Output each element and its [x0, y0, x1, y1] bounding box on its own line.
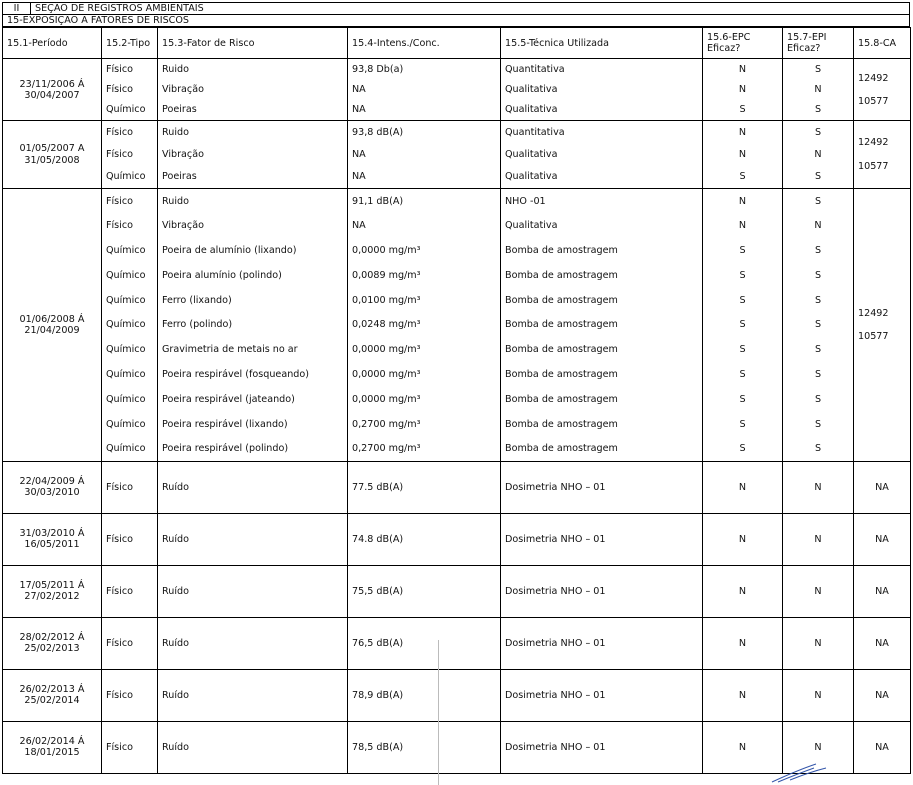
tecnica-cell: Quantitativa: [501, 121, 703, 144]
epi-cell: S: [783, 166, 854, 189]
epc-cell: N: [703, 565, 783, 617]
fator-cell: Poeira respirável (lixando): [158, 412, 348, 437]
tecnica-cell: Qualitativa: [501, 143, 703, 166]
tecnica-cell: Dosimetria NHO – 01: [501, 513, 703, 565]
document: [2, 2, 910, 774]
header-table: [2, 2, 910, 15]
epi-cell: S: [783, 313, 854, 338]
tipo-cell: Físico: [102, 461, 158, 513]
section-roman: II: [3, 3, 31, 15]
intens-cell: 0,0000 mg/m³: [348, 238, 501, 263]
epi-cell: N: [783, 669, 854, 721]
intens-cell: 76,5 dB(A): [348, 617, 501, 669]
table-row: [3, 288, 911, 313]
tipo-cell: Químico: [102, 412, 158, 437]
epi-cell: N: [783, 513, 854, 565]
ca-cell: [854, 565, 911, 617]
ca-value: NA: [875, 481, 889, 493]
tecnica-cell: Quantitativa: [501, 59, 703, 80]
tipo-cell: Físico: [102, 189, 158, 214]
table-row: [3, 565, 911, 617]
fator-cell: Poeira respirável (fosqueando): [158, 362, 348, 387]
tipo-cell: Físico: [102, 143, 158, 166]
subsection-title: 15-EXPOSIÇÃO A FATORES DE RISCOS: [3, 15, 910, 27]
epi-cell: N: [783, 79, 854, 100]
intens-cell: 0,0089 mg/m³: [348, 263, 501, 288]
intens-cell: 78,9 dB(A): [348, 669, 501, 721]
epi-cell: S: [783, 59, 854, 80]
ca-value: 12492: [858, 307, 889, 319]
period-cell: 28/02/2012 Á 25/02/2013: [3, 617, 102, 669]
ca-value: 10577: [858, 95, 889, 107]
epi-cell: N: [783, 143, 854, 166]
table-row: [3, 412, 911, 437]
period-cell: 31/03/2010 Á 16/05/2011: [3, 513, 102, 565]
epi-cell: S: [783, 362, 854, 387]
tecnica-cell: Qualitativa: [501, 213, 703, 238]
epi-cell: S: [783, 100, 854, 121]
intens-cell: 93,8 dB(A): [348, 121, 501, 144]
intens-cell: 0,2700 mg/m³: [348, 412, 501, 437]
intens-cell: 75,5 dB(A): [348, 565, 501, 617]
fator-cell: Ruido: [158, 189, 348, 214]
epc-cell: N: [703, 669, 783, 721]
ca-value: NA: [875, 741, 889, 753]
intens-cell: 0,0100 mg/m³: [348, 288, 501, 313]
table-row: [3, 238, 911, 263]
epi-cell: N: [783, 213, 854, 238]
tipo-cell: Químico: [102, 100, 158, 121]
epc-cell: S: [703, 437, 783, 462]
tecnica-cell: Qualitativa: [501, 79, 703, 100]
ca-cell: [854, 513, 911, 565]
intens-cell: 91,1 dB(A): [348, 189, 501, 214]
table-row: [3, 513, 911, 565]
tecnica-cell: Dosimetria NHO – 01: [501, 669, 703, 721]
ca-value: 12492: [858, 72, 889, 84]
epi-cell: S: [783, 437, 854, 462]
tipo-cell: Físico: [102, 513, 158, 565]
ca-value: NA: [875, 533, 889, 545]
tecnica-cell: Bomba de amostragem: [501, 263, 703, 288]
tipo-cell: Químico: [102, 437, 158, 462]
ca-cell: [854, 617, 911, 669]
intens-cell: 93,8 Db(a): [348, 59, 501, 80]
table-row: [3, 79, 911, 100]
fator-cell: Ruído: [158, 669, 348, 721]
column-header-1: 15.1-Período: [3, 28, 102, 59]
table-row: [3, 213, 911, 238]
intens-cell: NA: [348, 213, 501, 238]
epc-cell: S: [703, 100, 783, 121]
ca-value: 10577: [858, 330, 889, 342]
tipo-cell: Químico: [102, 166, 158, 189]
table-row: [3, 189, 911, 214]
epc-cell: S: [703, 263, 783, 288]
epi-cell: S: [783, 263, 854, 288]
scan-line: [438, 640, 439, 785]
column-header-8: 15.8-CA: [854, 28, 911, 59]
section-title: SEÇÃO DE REGISTROS AMBIENTAIS: [31, 3, 910, 15]
signature-mark: [770, 762, 830, 784]
epc-cell: N: [703, 143, 783, 166]
epi-cell: S: [783, 189, 854, 214]
epc-cell: N: [703, 617, 783, 669]
epc-cell: N: [703, 121, 783, 144]
fator-cell: Ruido: [158, 59, 348, 80]
epi-cell: N: [783, 461, 854, 513]
table-row: [3, 59, 911, 80]
fator-cell: Vibração: [158, 79, 348, 100]
intens-cell: NA: [348, 100, 501, 121]
tipo-cell: Físico: [102, 565, 158, 617]
epi-cell: N: [783, 617, 854, 669]
tipo-cell: Químico: [102, 288, 158, 313]
tipo-cell: Químico: [102, 387, 158, 412]
intens-cell: NA: [348, 143, 501, 166]
epi-cell: S: [783, 387, 854, 412]
fator-cell: Poeira de alumínio (lixando): [158, 238, 348, 263]
intens-cell: 0,0000 mg/m³: [348, 362, 501, 387]
epc-cell: S: [703, 412, 783, 437]
tecnica-cell: Bomba de amostragem: [501, 437, 703, 462]
intens-cell: NA: [348, 166, 501, 189]
tipo-cell: Químico: [102, 362, 158, 387]
table-row: [3, 143, 911, 166]
table-row: [3, 461, 911, 513]
tecnica-cell: Bomba de amostragem: [501, 387, 703, 412]
epc-cell: N: [703, 513, 783, 565]
epc-cell: S: [703, 387, 783, 412]
tecnica-cell: Dosimetria NHO – 01: [501, 617, 703, 669]
tipo-cell: Físico: [102, 617, 158, 669]
intens-cell: 74.8 dB(A): [348, 513, 501, 565]
ca-cell: [854, 461, 911, 513]
ca-cell: [854, 721, 911, 773]
epi-cell: S: [783, 337, 854, 362]
fator-cell: Ruído: [158, 565, 348, 617]
tipo-cell: Físico: [102, 59, 158, 80]
tipo-cell: Químico: [102, 238, 158, 263]
epi-cell: S: [783, 412, 854, 437]
intens-cell: NA: [348, 79, 501, 100]
period-cell: 17/05/2011 Á 27/02/2012: [3, 565, 102, 617]
intens-cell: 0,0000 mg/m³: [348, 337, 501, 362]
fator-cell: Ruido: [158, 121, 348, 144]
fator-cell: Vibração: [158, 213, 348, 238]
epi-cell: N: [783, 565, 854, 617]
tecnica-cell: Dosimetria NHO – 01: [501, 461, 703, 513]
ca-cell: [854, 669, 911, 721]
tecnica-cell: Bomba de amostragem: [501, 362, 703, 387]
epc-cell: S: [703, 362, 783, 387]
fator-cell: Ruído: [158, 461, 348, 513]
tecnica-cell: Bomba de amostragem: [501, 337, 703, 362]
epi-cell: S: [783, 288, 854, 313]
fator-cell: Poeira respirável (polindo): [158, 437, 348, 462]
intens-cell: 77.5 dB(A): [348, 461, 501, 513]
tecnica-cell: Qualitativa: [501, 166, 703, 189]
epi-cell: S: [783, 238, 854, 263]
tecnica-cell: Qualitativa: [501, 100, 703, 121]
column-header-4: 15.4-Intens./Conc.: [348, 28, 501, 59]
epc-cell: S: [703, 166, 783, 189]
column-header-row: [3, 28, 911, 59]
epc-cell: S: [703, 288, 783, 313]
tecnica-cell: NHO -01: [501, 189, 703, 214]
ca-value: NA: [875, 689, 889, 701]
column-header-3: 15.3-Fator de Risco: [158, 28, 348, 59]
epc-cell: S: [703, 313, 783, 338]
tipo-cell: Físico: [102, 213, 158, 238]
epi-cell: S: [783, 121, 854, 144]
period-cell: 26/02/2014 Á 18/01/2015: [3, 721, 102, 773]
tipo-cell: Físico: [102, 79, 158, 100]
fator-cell: Poeiras: [158, 166, 348, 189]
table-row: [3, 669, 911, 721]
table-row: [3, 362, 911, 387]
table-row: [3, 437, 911, 462]
table-row: [3, 617, 911, 669]
intens-cell: 0,2700 mg/m³: [348, 437, 501, 462]
tecnica-cell: Bomba de amostragem: [501, 412, 703, 437]
fator-cell: Ferro (polindo): [158, 313, 348, 338]
epc-cell: N: [703, 213, 783, 238]
epc-cell: S: [703, 337, 783, 362]
table-row: [3, 313, 911, 338]
tipo-cell: Físico: [102, 669, 158, 721]
ca-value: NA: [875, 637, 889, 649]
epc-cell: N: [703, 79, 783, 100]
ca-cell: [854, 189, 911, 462]
intens-cell: 78,5 dB(A): [348, 721, 501, 773]
epc-cell: N: [703, 189, 783, 214]
tecnica-cell: Bomba de amostragem: [501, 288, 703, 313]
table-row: [3, 166, 911, 189]
fator-cell: Ruído: [158, 721, 348, 773]
table-row: [3, 121, 911, 144]
column-header-5: 15.5-Técnica Utilizada: [501, 28, 703, 59]
ca-value: NA: [875, 585, 889, 597]
risk-table: [2, 27, 911, 774]
ca-cell: [854, 59, 911, 121]
fator-cell: Gravimetria de metais no ar: [158, 337, 348, 362]
period-cell: 22/04/2009 Á 30/03/2010: [3, 461, 102, 513]
tecnica-cell: Dosimetria NHO – 01: [501, 565, 703, 617]
tipo-cell: Químico: [102, 313, 158, 338]
period-cell: 23/11/2006 Á 30/04/2007: [3, 59, 102, 121]
epi-cell: N: [783, 721, 854, 773]
period-cell: 01/06/2008 Á 21/04/2009: [3, 189, 102, 462]
tipo-cell: Químico: [102, 263, 158, 288]
column-header-7: 15.7-EPI Eficaz?: [783, 28, 854, 59]
period-cell: 01/05/2007 A 31/05/2008: [3, 121, 102, 189]
ca-value: 12492: [858, 137, 889, 149]
column-header-2: 15.2-Tipo: [102, 28, 158, 59]
fator-cell: Poeira respirável (jateando): [158, 387, 348, 412]
table-row: [3, 337, 911, 362]
intens-cell: 0,0000 mg/m³: [348, 387, 501, 412]
table-row: [3, 263, 911, 288]
tecnica-cell: Bomba de amostragem: [501, 313, 703, 338]
column-header-6: 15.6-EPC Eficaz?: [703, 28, 783, 59]
tipo-cell: Físico: [102, 121, 158, 144]
epc-cell: S: [703, 238, 783, 263]
tipo-cell: Químico: [102, 337, 158, 362]
fator-cell: Poeira alumínio (polindo): [158, 263, 348, 288]
ca-cell: [854, 121, 911, 189]
fator-cell: Ruído: [158, 513, 348, 565]
epc-cell: N: [703, 721, 783, 773]
fator-cell: Vibração: [158, 143, 348, 166]
fator-cell: Ferro (lixando): [158, 288, 348, 313]
ca-value: 10577: [858, 160, 889, 172]
intens-cell: 0,0248 mg/m³: [348, 313, 501, 338]
period-cell: 26/02/2013 Á 25/02/2014: [3, 669, 102, 721]
epc-cell: N: [703, 461, 783, 513]
tecnica-cell: Bomba de amostragem: [501, 238, 703, 263]
subsection-table: [2, 15, 910, 27]
fator-cell: Poeiras: [158, 100, 348, 121]
table-row: [3, 387, 911, 412]
fator-cell: Ruído: [158, 617, 348, 669]
tecnica-cell: Dosimetria NHO – 01: [501, 721, 703, 773]
epc-cell: N: [703, 59, 783, 80]
table-row: [3, 100, 911, 121]
tipo-cell: Físico: [102, 721, 158, 773]
